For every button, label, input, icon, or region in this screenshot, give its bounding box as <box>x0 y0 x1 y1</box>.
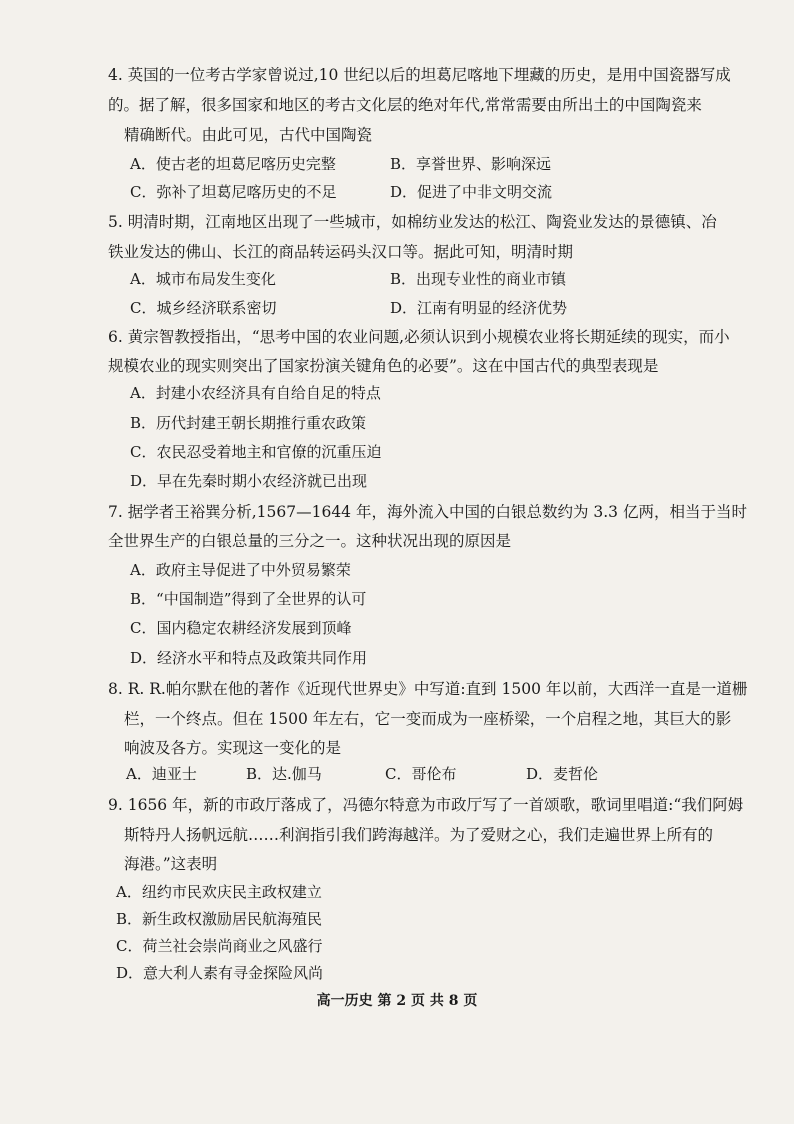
question-4-option-a: A．使古老的坦葛尼喀历史完整 <box>130 155 336 173</box>
question-6-line-2: 规模农业的现实则突出了国家扮演关键角色的必要”。这在中国古代的典型表现是 <box>108 357 659 375</box>
question-4-line-3: 精确断代。由此可见，古代中国陶瓷 <box>124 126 373 144</box>
question-7-line-1: 7. 据学者王裕巽分析,1567—1644 年，海外流入中国的白银总数约为 3.3 亿两，相当于当时 <box>108 503 747 521</box>
question-5-line-1: 5. 明清时期，江南地区出现了一些城市，如棉纺业发达的松江、陶瓷业发达的景德镇、冶 <box>108 213 717 231</box>
question-5-option-b: B．出现专业性的商业市镇 <box>390 270 567 288</box>
question-9-line-1: 9. 1656 年，新的市政厅落成了，冯德尔特意为市政厅写了一首颂歌，歌词里唱道:“我们阿姆 <box>108 796 744 814</box>
question-9-option-d: D．意大利人素有寻金探险风尚 <box>116 964 324 982</box>
question-4-option-b: B．享誉世界、影响深远 <box>390 155 552 173</box>
question-5-option-c: C．城乡经济联系密切 <box>130 299 277 317</box>
question-7-option-c: C．国内稳定农耕经济发展到顶峰 <box>130 619 352 637</box>
question-5-option-a: A．城市布局发生变化 <box>130 270 276 288</box>
question-8-option-c: C．哥伦布 <box>385 765 457 783</box>
question-7-option-a: A．政府主导促进了中外贸易繁荣 <box>130 561 351 579</box>
question-4-line-1: 4. 英国的一位考古学家曾说过,10 世纪以后的坦葛尼喀地下埋藏的历史，是用中国瓷器写成 <box>108 66 731 84</box>
question-5-option-d: D．江南有明显的经济优势 <box>390 299 568 317</box>
question-9-option-b: B．新生政权激励居民航海殖民 <box>116 910 323 928</box>
question-7-option-b: B．“中国制造”得到了全世界的认可 <box>130 590 367 608</box>
question-6-option-d: D．早在先秦时期小农经济就已出现 <box>130 472 368 490</box>
page-footer: 高一历史 第 2 页 共 8 页 <box>316 993 478 1009</box>
question-8-option-a: A．迪亚士 <box>126 765 197 783</box>
question-8-line-2: 栏，一个终点。但在 1500 年左右，它一变而成为一座桥梁，一个启程之地，其巨大的影 <box>124 710 732 728</box>
question-9-option-c: C．荷兰社会崇尚商业之风盛行 <box>116 937 323 955</box>
question-6-option-b: B．历代封建王朝长期推行重农政策 <box>130 414 367 432</box>
question-9-line-2: 斯特丹人扬帆远航……利润指引我们跨海越洋。为了爱财之心，我们走遍世界上所有的 <box>124 826 714 844</box>
question-8-line-1: 8. R. R.帕尔默在他的著作《近现代世界史》中写道:直到 1500 年以前，大西洋一直是一道栅 <box>108 680 748 698</box>
question-5-line-2: 铁业发达的佛山、长江的商品转运码头汉口等。据此可知，明清时期 <box>108 243 574 261</box>
question-6-line-1: 6. 黄宗智教授指出，“思考中国的农业问题,必须认识到小规模农业将长期延续的现实，而小 <box>108 328 730 346</box>
question-9-line-3: 海港。”这表明 <box>124 855 218 873</box>
question-7-option-d: D．经济水平和特点及政策共同作用 <box>130 649 368 667</box>
question-4-option-c: C．弥补了坦葛尼喀历史的不足 <box>130 183 337 201</box>
question-6-option-a: A．封建小农经济具有自给自足的特点 <box>130 384 381 402</box>
question-8-option-d: D．麦哲伦 <box>526 765 599 783</box>
question-4-line-2: 的。据了解，很多国家和地区的考古文化层的绝对年代,常常需要由所出土的中国陶瓷来 <box>108 96 702 114</box>
question-6-option-c: C．农民忍受着地主和官僚的沉重压迫 <box>130 443 382 461</box>
question-8-option-b: B．达.伽马 <box>246 765 322 783</box>
question-7-line-2: 全世界生产的白银总量的三分之一。这种状况出现的原因是 <box>108 532 512 550</box>
question-9-option-a: A．纽约市民欢庆民主政权建立 <box>116 883 322 901</box>
question-4-option-d: D．促进了中非文明交流 <box>390 183 553 201</box>
question-8-line-3: 响波及各方。实现这一变化的是 <box>124 739 342 757</box>
